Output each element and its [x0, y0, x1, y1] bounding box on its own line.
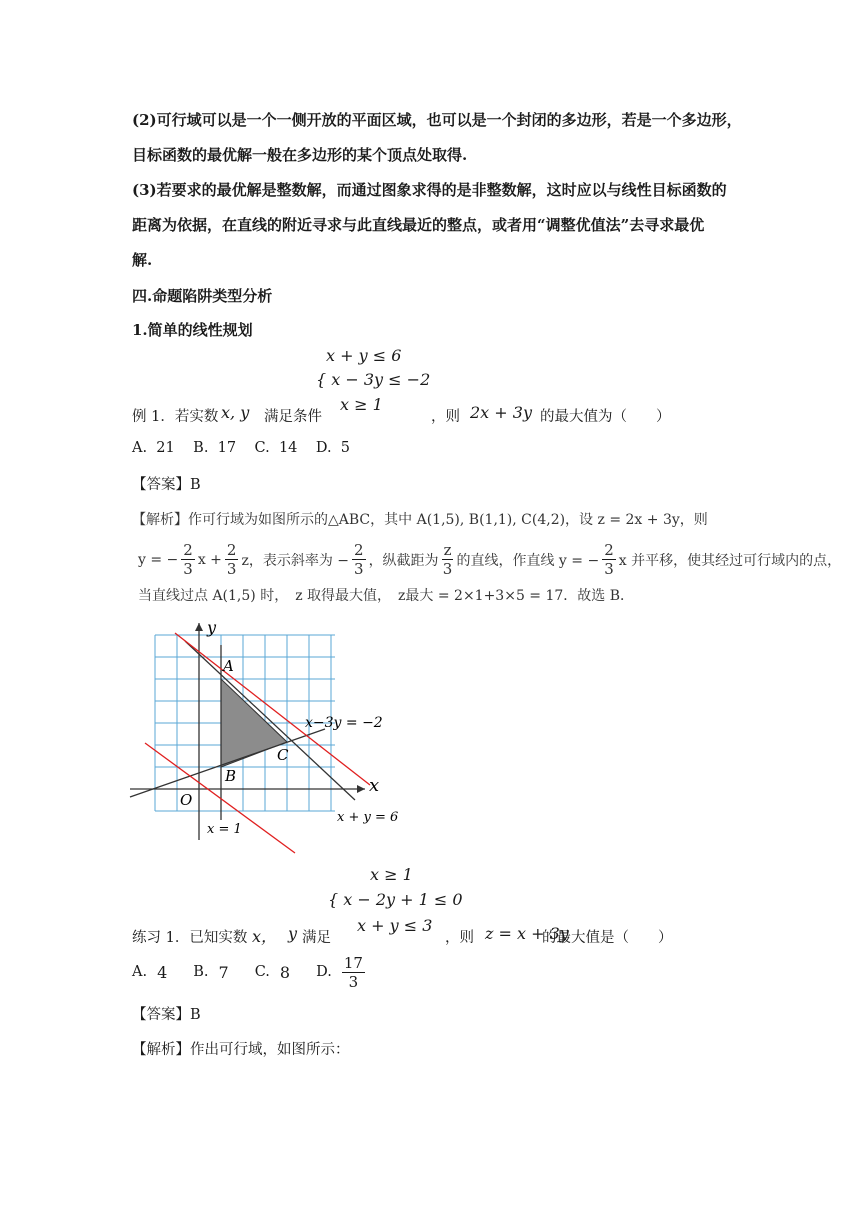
ex1-answer: 【答案】B [132, 477, 201, 493]
ex2-constraint-1: x ≥ 1 [370, 865, 413, 884]
frac-z-thirds: $\frac{z}{3}$ [442, 541, 453, 578]
ex1-stem-mid: 满足条件 [264, 409, 322, 425]
opt-b-label: B. [193, 964, 209, 980]
ex1-stem-vars: x, y [221, 403, 250, 422]
note-3-line-1: (3)若要求的最优解是整数解，而通过图象求得的是非整数解，这时应以与线性目标函数的 [132, 181, 727, 199]
ex2-options [132, 952, 365, 992]
sol-part-b: x + [197, 551, 222, 568]
ex1-solution-line-3: 当直线过点 A(1,5) 时， z 取得最大值， z最大 = 2×1+3×5 = 17．故选 B． [138, 588, 635, 604]
ex2-stem-prefix: 练习 1．已知实数 [132, 930, 248, 946]
frac-two-thirds: $\frac{2}{3}$ [604, 541, 614, 578]
opt-d-fraction: $\frac{17}{3}$ [343, 953, 363, 991]
note-2-line-2: 目标函数的最优解一般在多边形的某个顶点处取得. [132, 146, 468, 164]
ex2-stem-tail: ，则 [445, 930, 474, 946]
ex1-solution-line-1: 【解析】作可行域为如图所示的△ABC，其中 A(1,5), B(1,1), C(4,2)，设 z = 2x + 3y，则 [132, 512, 708, 528]
sol-part-f: x 并平移，使其经过可行域内的点， [618, 552, 842, 569]
y-axis-arrow [195, 623, 203, 631]
ex1-stem-tail: ，则 [431, 409, 460, 425]
sol-part-e: 的直线，作直线 y = − [456, 552, 600, 569]
opt-b-value: 7 [218, 962, 229, 982]
label-line-2: x + y = 6 [337, 810, 399, 825]
ex2-answer: 【答案】B [132, 1007, 201, 1023]
ex1-stem-prefix: 例 1．若实数 [132, 409, 219, 425]
ex2-var-x: x， [252, 927, 278, 946]
sol-part-d: ，纵截距为 [368, 552, 439, 569]
ex1-constraint-3: x ≥ 1 [340, 395, 383, 414]
ex2-stem-mid: 满足 [302, 930, 331, 946]
note-3-line-2: 距离为依据，在直线的附近寻求与此直线最近的整点，或者用“调整优值法”去寻求最优 [132, 216, 705, 234]
label-line-1: x−3y = −2 [305, 715, 383, 731]
ex1-options: A. 21 B. 17 C. 14 D. 5 [132, 440, 351, 456]
label-B: B [225, 767, 237, 785]
subsection-title: 1.简单的线性规划 [132, 321, 253, 339]
ex1-stem-end: 的最大值为（ ） [540, 409, 671, 425]
red-line-upper [175, 633, 370, 785]
ex2-var-y: y [288, 924, 298, 943]
sol-part-c: z，表示斜率为 − [241, 552, 350, 569]
note-3-line-3: 解. [132, 251, 153, 269]
ex2-solution: 【解析】作出可行域，如图所示： [132, 1042, 350, 1058]
feasible-region-figure [125, 615, 405, 855]
ex1-stem-expr: 2x + 3y [470, 403, 532, 422]
opt-c-value: 8 [279, 962, 291, 982]
section-title: 四.命题陷阱类型分析 [132, 287, 273, 305]
frac-two-thirds: $\frac{2}{3}$ [226, 541, 237, 578]
opt-a-label: A. [132, 964, 148, 980]
ex2-constraint-2: { x − 2y + 1 ≤ 0 [328, 890, 463, 909]
frac-two-thirds: $\frac{2}{3}$ [354, 541, 364, 578]
sol-part-a: y = − [138, 551, 179, 568]
ex2-stem-expr: z = x + 3y [485, 924, 569, 943]
label-C: C [277, 746, 289, 764]
ex2-constraint-3: x + y ≤ 3 [357, 916, 433, 935]
label-A: A [223, 657, 234, 675]
ex1-constraint-1: x + y ≤ 6 [326, 346, 402, 365]
x-axis-arrow [357, 785, 365, 793]
frac-two-thirds: $\frac{2}{3}$ [183, 541, 193, 578]
label-line-3: x = 1 [207, 822, 242, 837]
label-O: O [180, 791, 193, 809]
opt-d-label: D. [316, 964, 332, 980]
label-x: x [369, 775, 380, 796]
note-2-line-1: (2)可行域可以是一个一侧开放的平面区域，也可以是一个封闭的多边形，若是一个多边形， [132, 111, 742, 129]
label-y: y [207, 618, 217, 637]
ex1-constraint-2: { x − 3y ≤ −2 [316, 370, 431, 389]
ex2-stem-end: 的最大值是（ ） [542, 930, 673, 946]
opt-a-value: 4 [157, 962, 168, 982]
ex1-solution-line-2 [138, 541, 841, 578]
opt-c-label: C. [254, 964, 270, 980]
